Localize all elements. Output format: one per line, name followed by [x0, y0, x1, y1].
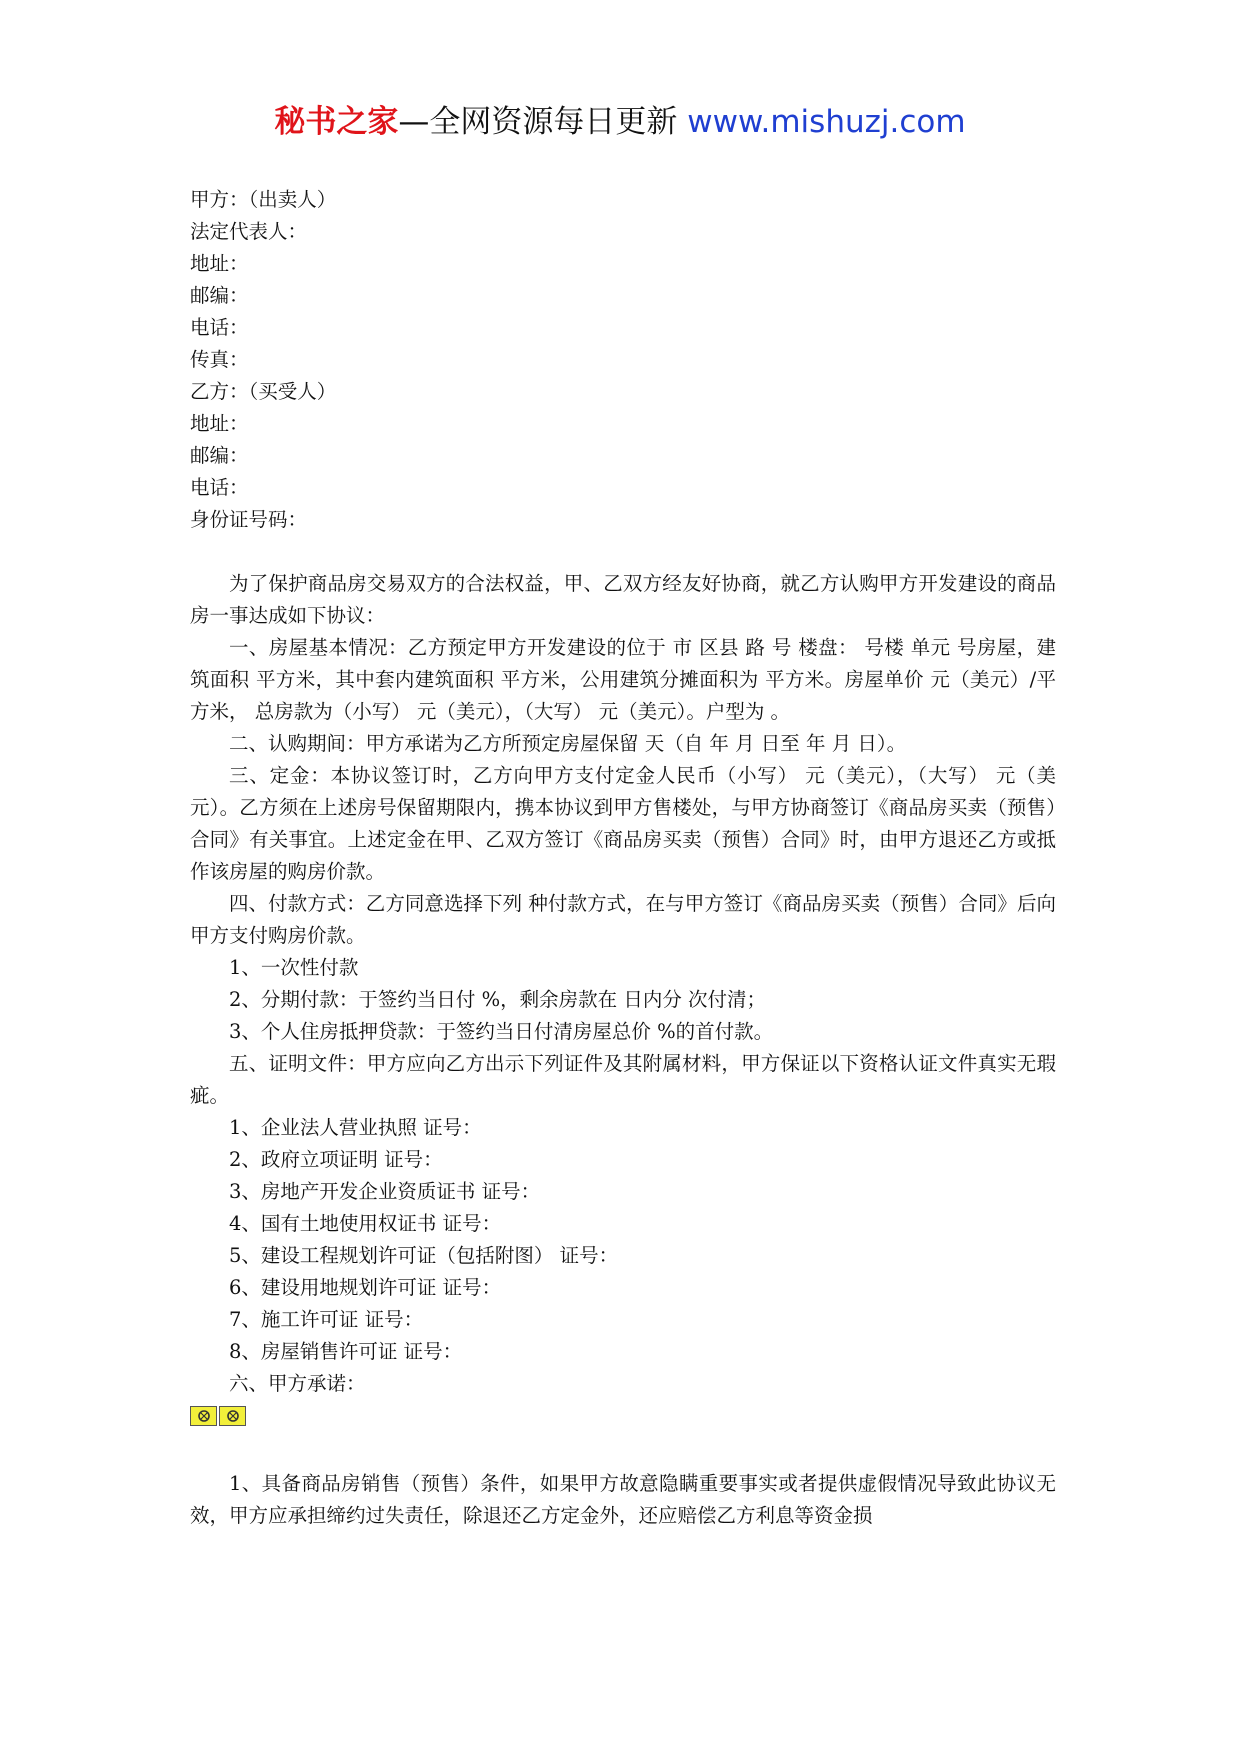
document-item: 1、企业法人营业执照 证号： — [229, 1116, 482, 1139]
form-field-icons — [190, 1406, 1056, 1428]
payment-item: 1、一次性付款 — [229, 956, 359, 979]
party-seller-postcode: 邮编： — [190, 284, 249, 307]
section-documents: 五、证明文件：甲方应向乙方出示下列证件及其附属材料，甲方保证以下资格认证文件真实无瑕疵。 — [190, 1052, 1056, 1107]
section-house-info: 一、房屋基本情况：乙方预定甲方开发建设的位于 市 区县 路 号 楼盘： 号楼 单元 号房屋，建筑面积 平方米，其中套内建筑面积 平方米，公用建筑分摊面积为 平方米。房屋单价 元（美元）/平方米， 总房款为（小写） 元（美元），（大写） 元（美元）。户型为 。 — [190, 636, 1056, 723]
party-seller-address: 地址： — [190, 252, 249, 275]
party-buyer-address: 地址： — [190, 412, 249, 435]
site-url-link[interactable]: www.mishuzj.com — [687, 104, 966, 140]
spacer — [190, 1428, 1056, 1468]
payment-item: 2、分期付款：于签约当日付 %，剩余房款在 日内分 次付清； — [229, 988, 767, 1011]
document-item: 4、国有土地使用权证书 证号： — [229, 1212, 502, 1235]
section-reservation-period: 二、认购期间：甲方承诺为乙方所预定房屋保留 天（自 年 月 日至 年 月 日）。 — [229, 732, 907, 755]
party-seller-fax: 传真： — [190, 348, 249, 371]
party-buyer-postcode: 邮编： — [190, 444, 249, 467]
party-legal-rep: 法定代表人： — [190, 220, 308, 243]
section-seller-promise: 六、甲方承诺： — [229, 1372, 366, 1395]
document-item: 2、政府立项证明 证号： — [229, 1148, 443, 1171]
form-field-icon[interactable] — [219, 1406, 246, 1426]
form-field-icon[interactable] — [190, 1406, 217, 1426]
contract-body — [190, 184, 1056, 1532]
party-buyer-phone: 电话： — [190, 476, 249, 499]
payment-item: 3、个人住房抵押贷款：于签约当日付清房屋总价 %的首付款。 — [229, 1020, 774, 1043]
document-item: 6、建设用地规划许可证 证号： — [229, 1276, 502, 1299]
party-buyer-id-number: 身份证号码： — [190, 508, 308, 531]
party-seller-phone: 电话： — [190, 316, 249, 339]
site-header — [0, 100, 1240, 144]
document-item: 7、施工许可证 证号： — [229, 1308, 424, 1331]
party-buyer: 乙方：（买受人） — [190, 380, 337, 403]
section-payment-method: 四、付款方式：乙方同意选择下列 种付款方式，在与甲方签订《商品房买卖（预售）合同》后向甲方支付购房价款。 — [190, 892, 1056, 947]
document-item: 5、建设工程规划许可证（包括附图） 证号： — [229, 1244, 619, 1267]
document-item: 8、房屋销售许可证 证号： — [229, 1340, 463, 1363]
brand-name: 秘书之家 — [274, 104, 399, 140]
party-seller: 甲方：（出卖人） — [190, 188, 337, 211]
party-info — [190, 184, 1056, 536]
section-deposit: 三、定金：本协议签订时，乙方向甲方支付定金人民币（小写） 元（美元），（大写） 元（美元）。乙方须在上述房号保留期限内，携本协议到甲方售楼处，与甲方协商签订《商品房买卖（预售）合同》有关事宜。上述定金在甲、乙双方签订《商品房买卖（预售）合同》时，由甲方退还乙方或抵作该房屋的购房价款。 — [190, 764, 1056, 883]
header-tagline: —全网资源每日更新 — [398, 104, 688, 140]
intro-paragraph: 为了保护商品房交易双方的合法权益，甲、乙双方经友好协商，就乙方认购甲方开发建设的商品房一事达成如下协议： — [190, 572, 1056, 627]
document-item: 3、房地产开发企业资质证书 证号： — [229, 1180, 541, 1203]
promise-item-1: 1、具备商品房销售（预售）条件，如果甲方故意隐瞒重要事实或者提供虚假情况导致此协议无效，甲方应承担缔约过失责任，除退还乙方定金外，还应赔偿乙方利息等资金损 — [190, 1472, 1056, 1527]
spacer — [190, 536, 1056, 568]
